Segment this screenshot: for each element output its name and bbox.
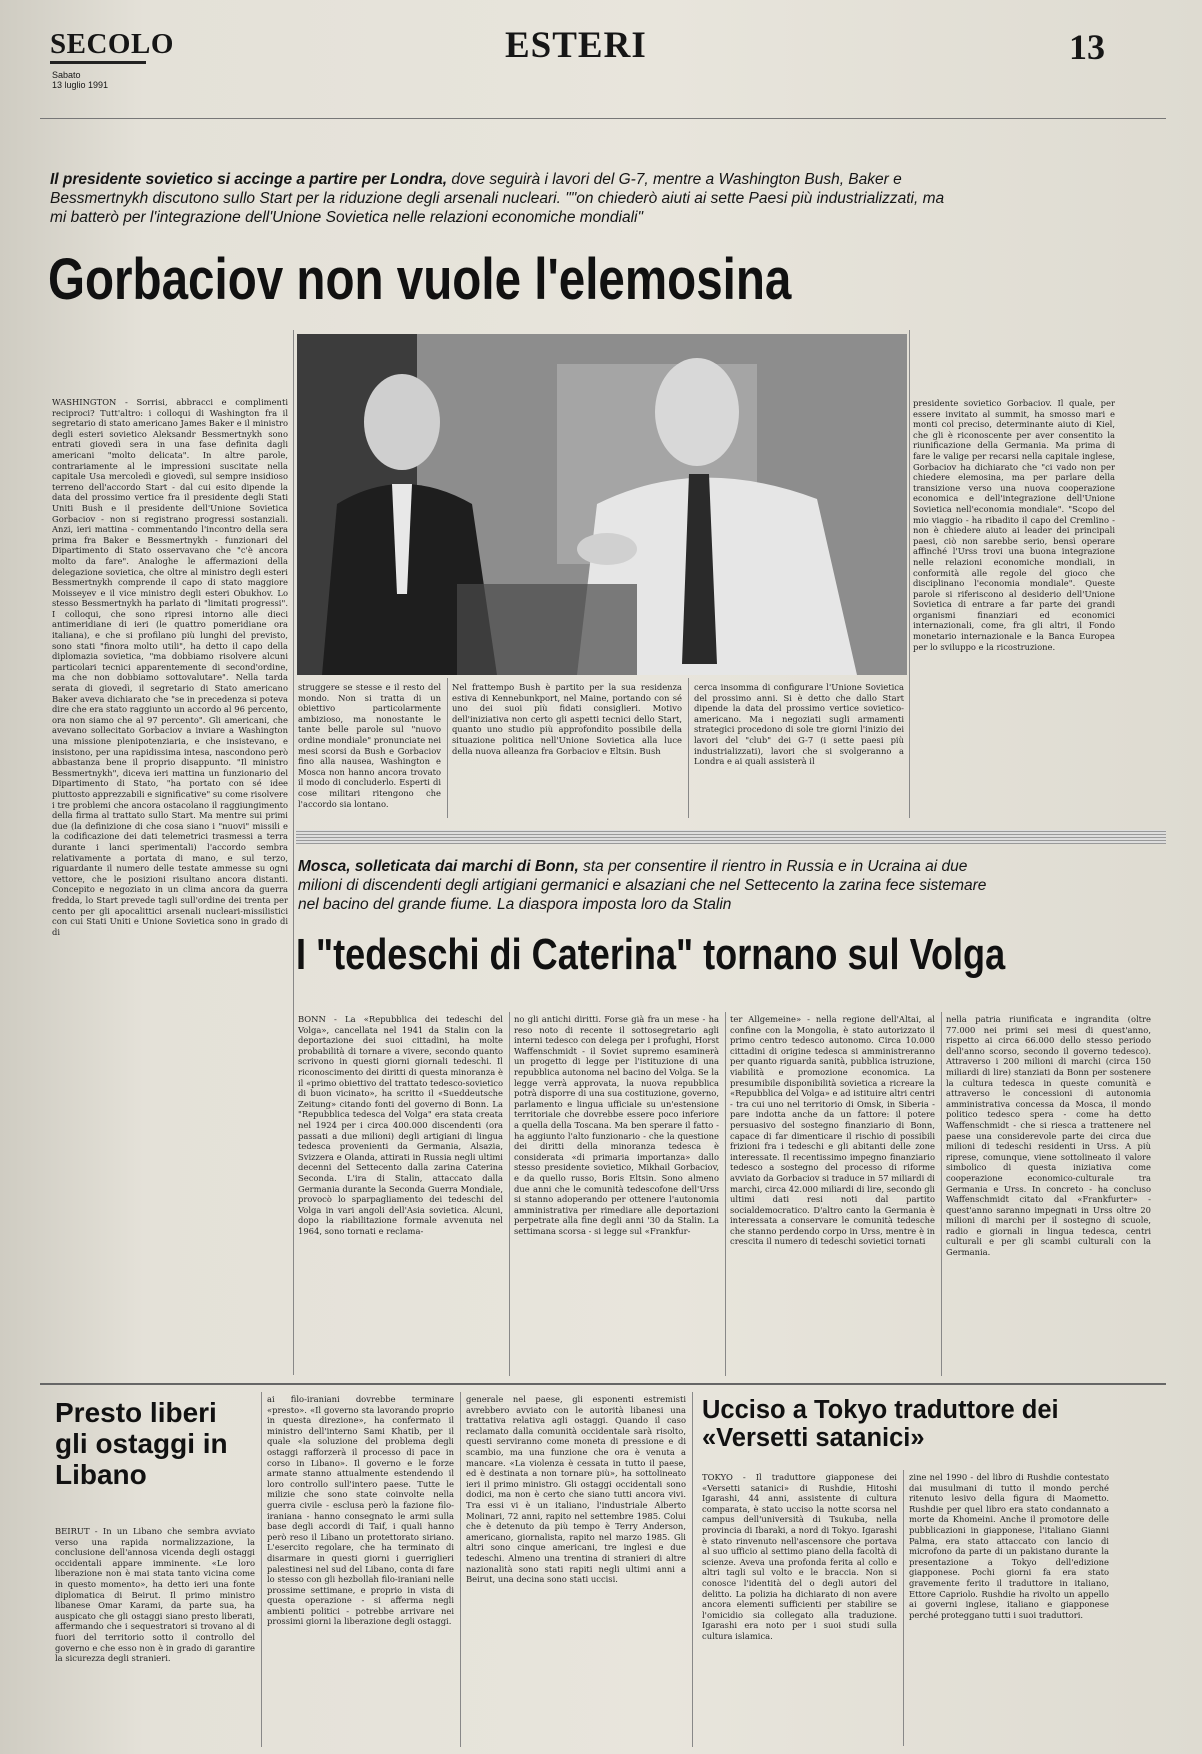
newspaper-logo: SECOLO: [50, 28, 174, 64]
article-tokyo-headline: Ucciso a Tokyo traduttore dei «Versetti satanici»: [702, 1396, 1059, 1452]
article-volga-headline: I "tedeschi di Caterina" tornano sul Volga: [296, 930, 1006, 979]
article-volga-column-4: nella patria riunificata e ingrandita (oltre 77.000 nei primi sei mesi di quest'anno, rispetto ai circa 66.000 dello stesso periodo dell'anno scorso, secondo il governo tedesco). Attraverso i 200 milioni di marchi (circa 150 miliardi di lire) stanziati da Bonn per sostenere la cultura tedesca in queste comunità e attraverso le concessioni di autonomia amministrativa concessa da Mosca, il mondo politico tedesco spera - come ha detto Waffenschmidt - che si riesca a trattenere nel paese una considerevole parte dei circa due milioni di tedeschi residenti in Urss. A più riprese, comunque, viene sottolineato il valore simbolico di questa iniziativa come cooperazione economico-culturale tra Germania e Urss. In concreto - ha concluso Waffenschmidt citato dal «Frankfurter» - quest'anno saranno impegnati in Urss oltre 20 milioni di marchi per il sostegno di scuole, radio e giornali in lingua tedesca, centri culturali e per gli scambi culturali con la Germania.: [946, 1014, 1151, 1258]
bush-bessmertnykh-photo: [297, 334, 907, 675]
article-libano-headline: Presto liberi gli ostaggi in Libano: [55, 1397, 228, 1490]
article-libano-column-3: generale nel paese, gli esponenti estremisti avrebbero avviato con le autorità libanesi una trattativa relativa agli ostaggi. Quando il caso reclamato dalla comunità occidentale sarà risolto, questi serviranno come moneta di pressione e di scambio, ma una funzione che ora è venuta a mancare. «La violenza è cessata in tutto il paese, ed è destinata a non tornare più», ha sottolineato ieri il primo ministro. Gli ostaggi occidentali sono dodici, ma non è certo che siano tutti ancora vivi. Tra essi vi è un italiano, l'industriale Alberto Molinari, 72 anni, rapito nel settembre 1985. Colui che è detenuto da più tempo è Terry Anderson, americano, giornalista, rapito nel marzo 1985. Gli altri sono cinque americani, tre inglesi e due tedeschi. Almeno una trentina di stranieri di altre nazionalità sono stati rapiti negli ultimi anni a Beirut, una decina sono stati uccisi.: [466, 1394, 686, 1585]
issue-date-day: Sabato: [52, 70, 81, 80]
column-divider: [909, 330, 910, 818]
article-tokyo-column-2: zine nel 1990 - del libro di Rushdie contestato dai musulmani di tutto il mondo perché ritenuto lesivo della figura di Maometto. Rushdie per quel libro era stato condannato a morte da Khomeini. Anche il promotore delle pubblicazioni in giapponese, l'italiano Gianni Palma, era stato attaccato con lancio di microfono da parte di un pakistano durante la presentazione a Tokyo dell'edizione giapponese. Pochi giorni fa era stato gravemente ferito il traduttore in italiano, Ettore Capriolo. Rushdie ha rivolto un appello ai governi inglese, italiano e giapponese perché proteggano tutti i suoi traduttori.: [909, 1472, 1109, 1620]
column-divider: [509, 1012, 510, 1376]
article-volga-kicker: [298, 857, 998, 914]
article-volga-kicker-text: sta per consentire il rientro in Russia e in Ucraina ai due milioni di discendenti degli artigiani germanici e alsaziani che nel Settecento la zarina fece sistemare nel bacino del grande fiume. La diaspora imposta loro da Stalin: [298, 858, 987, 913]
article-volga-column-3: ter Allgemeine» - nella regione dell'Altai, al confine con la Mongolia, è stato autorizzato il primo centro tedesco autonomo. Circa 10.000 cittadini di origine tedesca si amministreranno per quanto riguarda sanità, pubblica istruzione, viabilità e promozione economica. La presumibile disponibilità sovietica a ricreare la «Repubblica del Volga» e ad istituire altri centri - tra cui uno nel territorio di Omsk, in Siberia - pare indotta anche da un fattore: il potere persuasivo del sostegno finanziario di Bonn, capace di far dimenticare il rischio di possibili frizioni fra i tedeschi e gli abitanti delle zone interessate. Il recentissimo impegno finanziario tedesco a sostegno del processo di riforme avviato da Gorbaciov si traduce in 57 miliardi di marchi, circa 42.000 miliardi di lire, secondo gli ultimi dati resi noti dal partito socialdemocratico. D'altro canto la Germania è interessata a conservare le comunità tedesche che stanno perdendo corpo in Urss, mentre è in crescita il numero di tedeschi sovietici tornati: [730, 1014, 935, 1247]
column-divider: [447, 678, 448, 818]
column-divider: [261, 1392, 262, 1747]
column-divider: [460, 1392, 461, 1747]
article-volga-column-2: no gli antichi diritti. Forse già fra un mese - ha reso noto di recente il sottosegretario agli interni tedesco con delega per i profughi, Horst Waffenschmidt - il Soviet supremo esaminerà un progetto di legge per l'istituzione di una repubblica autonoma nel bacino del Volga. Se la legge verrà approvata, la nuova repubblica potrà disporre di una sua costituzione, governo, parlamento e lingua ufficiale su un'estensione territoriale che dovrebbe essere poco inferiore a quella della Toscana. Ma ben sperare il fatto - ha aggiunto l'alto funzionario - che la questione dei diritti della minoranza tedesca è considerata «di primaria importanza» dallo stesso presidente sovietico, Mikhail Gorbaciov, e da quello russo, Boris Eltsin. Sono almeno due anni che le comunità tedescofone dell'Urss si stanno adoperando per ottenere l'autonomia amministrativa per rimediare alle deportazioni perpetrate alla fine degli anni '30 da Stalin. La settimana scorsa - si legge sul «Frankfur-: [514, 1014, 719, 1236]
article-libano-column-1: BEIRUT - In un Libano che sembra avviato verso una rapida normalizzazione, la conclusione dell'annosa vicenda degli ostaggi occidentali appare imminente. «Le loro liberazione non è mai stata tanto vicina come in questo momento», ha detto ieri una fonte diplomatica di Beirut. Il primo ministro libanese Omar Karami, da parte sua, ha auspicato che gli ostaggi siano presto liberati, affermando che i sequestratori si trovano al di fuori del territorio sotto il controllo del governo e che esso non è in grado di garantire la sicurezza degli stranieri.: [55, 1526, 255, 1664]
article-gorbaciov-column-2: struggere se stesse e il resto del mondo. Non si tratta di un obiettivo particolarmente ambizioso, ma nonostante le tante belle parole sul "nuovo ordine mondiale" pronunciate nei mesi scorsi da Bush e Gorbaciov fino alla nausea, Washington e Mosca non hanno ancora trovato il modo di concluderlo. Esperti di cose militari ritengono che l'accordo sia lontano.: [298, 682, 441, 809]
article-volga-column-1: BONN - La «Repubblica dei tedeschi del Volga», cancellata nel 1941 da Stalin con la deportazione dei suoi cittadini, ha molte probabilità di tornare a vivere, secondo quanto scrivono in questi giorni giornali tedeschi. Il riconoscimento dei diritti di questa minoranza è il «primo obiettivo del trattato tedesco-sovietico di buon vicinato», ha scritto il «Sueddeutsche Zeitung» citando fonti del governo di Bonn. La "Repubblica tedesca del Volga" era stata creata nel 1924 per i circa 400.000 discendenti (ora passati a due milioni) degli artigiani di lingua tedesca provenienti da Germania, Alsazia, Svizzera e Olanda, attirati in Russia negli ultimi decenni del Settecento dalla zarina Caterina Seconda. L'ira di Stalin, attaccato dalla Germania durante la Seconda Guerra Mondiale, provocò lo sparpagliamento dei tedeschi del Volga in vari angoli dell'Asia sovietica. Alcuni, dopo la riabilitazione formale avvenuta nel 1964, sono tornati e reclama-: [298, 1014, 503, 1236]
page-number: 13: [1069, 27, 1105, 67]
issue-date: [52, 70, 108, 90]
article-volga-kicker-lead: Mosca, solleticata dai marchi di Bonn,: [298, 858, 579, 875]
article-tokyo-column-1: TOKYO - Il traduttore giapponese dei «Versetti satanici» di Rushdie, Hitoshi Igarashi, 44 anni, assistente di cultura comparata, è stato ucciso la notte scorsa nel campus dell'università di Tsukuba, nella provincia di Ibaraki, a nord di Tokyo. Igarashi è stato rinvenuto nell'ascensore che portava al suo ufficio al settimo piano della facoltà di scienze. Aveva una profonda ferita al collo e altri tagli sul volto e le braccia. Non si conosce l'identità del o degli autori del delitto. La polizia ha dichiarato di non avere ancora elementi sufficienti per stabilire se l'omicidio sia collegato alla traduzione. Igarashi era noto per i suoi studi sulla cultura islamica.: [702, 1472, 897, 1641]
column-divider: [688, 678, 689, 818]
article-gorbaciov-headline: Gorbaciov non vuole l'elemosina: [48, 247, 792, 312]
article-gorbaciov-column-1: WASHINGTON - Sorrisi, abbracci e complimenti reciproci? Tutt'altro: i colloqui di Washington fra il segretario di stato americano James Baker e il ministro degli esteri sovietico Aleksandr Bessmertnykh sono entrati giovedì sera in una fase definita dagli americani "molto delicata". In altre parole, contrariamente al le impressioni suscitate nella capitale Usa mercoledì e giovedì, sul sempre insidioso terreno dell'accordo Start - dal cui esito dipende la data del prossimo vertice fra il presidente degli Stati Uniti Bush e il presidente dell'Unione Sovietica Gorbaciov - non si registrano progressi sostanziali. Anzi, ieri mattina - commentando l'incontro della sera prima fra Baker e Bessmertnykh - funzionari del Dipartimento di Stato osservavano che "c'è ancora molto da fare". Analoghe le affermazioni della delegazione sovietica, che oltre al ministro degli esteri Bessmertnykh comprende il capo di stato maggiore Moisseyev e il vice ministro degli esteri Obukhov. Lo stesso Bessmertnykh ha parlato di "limitati progressi". I colloqui, che sono ripresi intorno alle dieci antimeridiane di ieri (le quattro pomeridiane ora italiana), e che si profilano più lunghi del previsto, sono stati "finora molto utili", ha detto il capo della diplomazia sovietica, "ma dobbiamo risolvere alcuni particolari tecnici apparentemente di second'ordine, ma che non dobbiamo sottovalutare". Nella tarda serata di giovedì, il segretario di Stato americano Baker aveva dichiarato che "se in precedenza si poteva dire che era stato raggiunto un accordo al 96 percento, ora non siamo che al 97 percento". Gli americani, che avevano sollecitato Gorbaciov a inviare a Washington una missione plenipotenziaria, e che insistevano, e insistono, per una rapidissima intesa, nascondono però abbastanza bene il proprio disappunto. "Il ministro Bessmertnykh", diceva ieri mattina un funzionario del Dipartimento di Stato, "ha portato con sé idee piuttosto apprezzabili e significative" su come risolvere i tre problemi che ancora ostacolano il raggiungimento della firma al trattato sullo Start. Ma mentre sui primi due (la definizione di che cosa siano i "nuovi" missili e la codificazione dei dati telemetrici trasmessi a terra durante i lanci sperimentali) l'accordo sembra relativamente a portata di mano, e sul terzo, riguardante il numero delle testate ammesse su ogni vettore, che le posizioni risultano ancora distanti. Concepito e negoziato in un clima ancora da guerra fredda, lo Start prevede tagli sull'ordine dei trenta per cento per gli apocalittici arsenali nucleari-missilistici con cui Stati Uniti e Unione Sovietica sono in grado di di: [52, 397, 288, 937]
bottom-divider: [40, 1383, 1166, 1385]
section-separator: [296, 830, 1166, 844]
article-gorbaciov-kicker-text: dove seguirà i lavori del G-7, mentre a Washington Bush, Baker e Bessmertnykh discutono sullo Start per la riduzione degli arsenali nucleari. ""on chiederò aiuti ai sette Paesi più industrializzati, ma mi batterò per l'integrazione dell'Unione Sovietica nelle relazioni economiche mondiali": [50, 171, 945, 226]
article-gorbaciov-column-5: presidente sovietico Gorbaciov. Il quale, per essere invitato al summit, ha smosso mari e monti col preciso, determinante aiuto di Kiel, che gli è riconoscente per aver consentito la riunificazione della Germania. Ma prima di fare le valige per recarsi nella capitale inglese, Gorbaciov ha dichiarato che "ci vado non per chiedere elemosina, ma per parlare della transizione verso una nuova cooperazione economica e dell'integrazione dell'Unione Sovietica nell'economia mondiale". "Scopo del mio viaggio - ha ribadito il capo del Cremlino - non è chiedere aiuto ai leader dei principali paesi, ciò non sarebbe serio, bensì operare affinché l'Urss trovi una buona integrazione nelle relazioni economiche mondiali, in conformità alle regole del gioco che disciplinano l'economia mondiale". Queste parole si riferiscono al desiderio dell'Unione Sovietica di entrare a far parte dei grandi organismi finanziari ed economici internazionali, come, fra gli altri, il Fondo monetario internazionale e la Banca Europea per lo sviluppo e la ricostruzione.: [913, 398, 1115, 652]
article-libano-column-2: ai filo-iraniani dovrebbe terminare «presto». «Il governo sta lavorando proprio in questa direzione», ha confermato il ministro dell'interno Sami Khatib, per il quale «la soluzione del problema degli ostaggi rafforzerà il processo di pace in corso in Libano». Il governo e le forze armate stanno attualmente estendendo il loro controllo sull'intero paese. Tutte le milizie che sono state coinvolte nella guerra civile - esclusa però la fazione filo-iraniana - hanno consegnato le armi sulla base degli accordi di Taif, i quali hanno però reso il Libano un protettorato siriano. L'esercito regolare, che ha terminato di disarmare in questi giorni i guerriglieri palestinesi nel sud del Libano, conta di fare lo stesso con gli hezbollah filo-iraniani nelle prossime settimane, e proprio in vista di questa operazione - si afferma negli ambienti politici - potrebbe arrivare nei prossimi giorni la liberazione degli ostaggi.: [267, 1394, 454, 1627]
column-divider: [692, 1392, 693, 1747]
article-gorbaciov-column-4: cerca insomma di configurare l'Unione Sovietica del prossimo anni. Si è detto che dallo Start dipende la data del prossimo vertice sovietico-americano. Ma i negoziati sugli armamenti strategici procedono di sole tre giorni l'inizio dei lavori del "club" dei G-7 (i sette paesi più industrializzati), lavori che si svolgeranno a Londra e ai quali assisterà il: [694, 682, 904, 767]
issue-date-full: 13 luglio 1991: [52, 80, 109, 90]
article-gorbaciov-kicker: [50, 170, 950, 227]
top-divider: [40, 118, 1166, 119]
article-gorbaciov-kicker-lead: Il presidente sovietico si accinge a partire per Londra,: [50, 171, 448, 188]
article-gorbaciov-column-3: Nel frattempo Bush è partito per la sua residenza estiva di Kennebunkport, nel Maine, portando con sé uno dei suoi più fidati consiglieri. Motivo dell'iniziativa non certo gli aspetti tecnici dello Start, quanto uno studio più approfondito possibile della situazione politica nell'Unione Sovietica alla luce della nuova alleanza fra Gorbaciov e Eltsin. Bush: [452, 682, 682, 756]
column-divider: [293, 330, 294, 1375]
section-title: ESTERI: [505, 25, 647, 66]
column-divider: [903, 1470, 904, 1746]
column-divider: [941, 1012, 942, 1376]
column-divider: [725, 1012, 726, 1376]
